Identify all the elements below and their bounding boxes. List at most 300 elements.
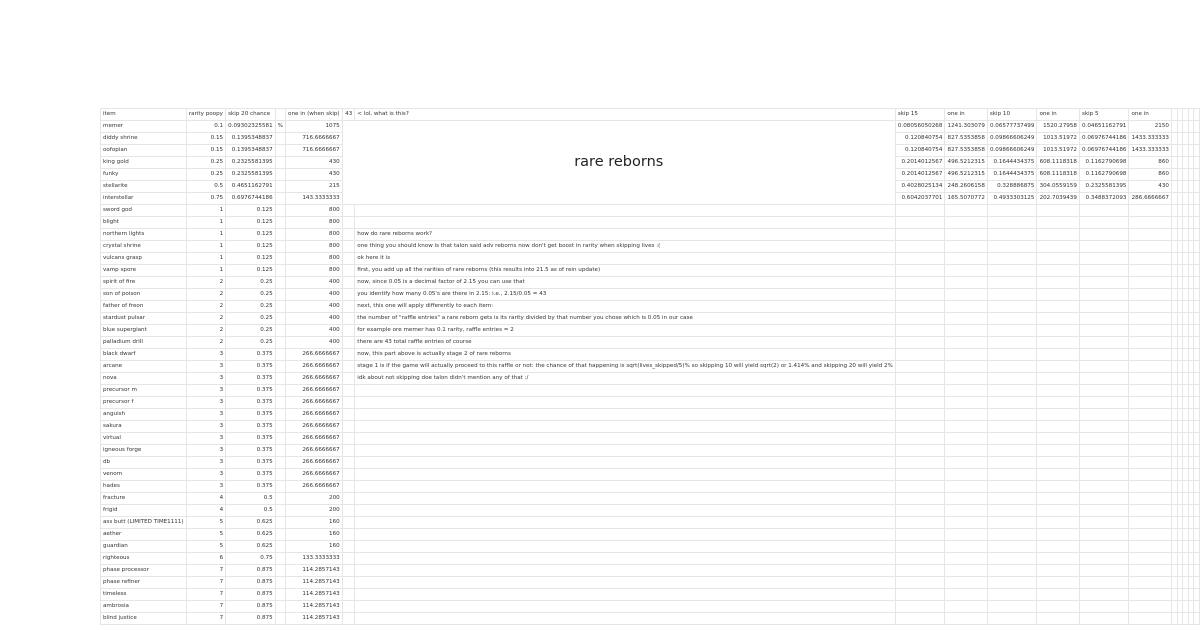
empty-cell[interactable] — [895, 469, 945, 481]
item-cell[interactable]: igneous forge — [101, 445, 187, 457]
one-in-cell[interactable]: 114.2857143 — [286, 565, 343, 577]
one-in-10-cell[interactable]: 608.1118318 — [1037, 157, 1080, 169]
empty-cell[interactable] — [1194, 253, 1200, 265]
rarity-cell[interactable]: 3 — [186, 421, 225, 433]
one-in-5-cell[interactable]: 1433.333333 — [1129, 133, 1172, 145]
empty-cell[interactable] — [987, 601, 1037, 613]
one-in-15-cell[interactable]: 165.5070772 — [945, 193, 988, 205]
empty-cell[interactable] — [1129, 577, 1172, 589]
item-cell[interactable]: funky — [101, 169, 187, 181]
empty-cell[interactable] — [1037, 265, 1080, 277]
empty-cell[interactable] — [342, 205, 355, 217]
empty-cell[interactable] — [1194, 325, 1200, 337]
one-in-5-cell[interactable]: 860 — [1129, 169, 1172, 181]
header-cell[interactable]: skip 15 — [895, 109, 945, 121]
empty-cell[interactable] — [945, 553, 988, 565]
rarity-cell[interactable]: 3 — [186, 469, 225, 481]
empty-cell[interactable] — [275, 517, 285, 529]
empty-cell[interactable] — [1194, 361, 1200, 373]
header-cell[interactable]: one in — [1037, 109, 1080, 121]
rarity-cell[interactable]: 4 — [186, 493, 225, 505]
note-cell[interactable] — [355, 589, 896, 601]
one-in-10-cell[interactable]: 202.7039439 — [1037, 193, 1080, 205]
skip15-cell[interactable]: 0.2014012567 — [895, 157, 945, 169]
empty-cell[interactable] — [987, 505, 1037, 517]
note-cell[interactable] — [355, 409, 896, 421]
empty-cell[interactable] — [1129, 313, 1172, 325]
skip20-cell[interactable]: 0.375 — [226, 349, 276, 361]
empty-cell[interactable] — [342, 589, 355, 601]
item-cell[interactable]: diddy shrine — [101, 133, 187, 145]
note-cell[interactable] — [355, 349, 896, 361]
skip15-cell[interactable]: 0.08056050268 — [895, 121, 945, 133]
empty-cell[interactable] — [1079, 589, 1129, 601]
empty-cell[interactable] — [895, 553, 945, 565]
empty-cell[interactable] — [342, 313, 355, 325]
empty-cell[interactable] — [1037, 397, 1080, 409]
rarity-cell[interactable]: 2 — [186, 313, 225, 325]
empty-cell[interactable] — [1037, 433, 1080, 445]
empty-cell[interactable] — [1079, 577, 1129, 589]
empty-cell[interactable] — [1079, 469, 1129, 481]
one-in-cell[interactable]: 266.6666667 — [286, 469, 343, 481]
skip15-cell[interactable]: 0.6042037701 — [895, 193, 945, 205]
empty-cell[interactable] — [275, 433, 285, 445]
empty-cell[interactable] — [987, 277, 1037, 289]
empty-cell[interactable] — [987, 289, 1037, 301]
skip20-cell[interactable]: 0.625 — [226, 529, 276, 541]
empty-cell[interactable] — [1079, 409, 1129, 421]
one-in-10-cell[interactable]: 608.1118318 — [1037, 169, 1080, 181]
empty-cell[interactable] — [945, 373, 988, 385]
item-cell[interactable]: oofopian — [101, 145, 187, 157]
empty-cell[interactable] — [275, 505, 285, 517]
empty-cell[interactable] — [1194, 445, 1200, 457]
empty-cell[interactable] — [1129, 229, 1172, 241]
skip20-cell[interactable]: 0.625 — [226, 517, 276, 529]
rarity-cell[interactable]: 7 — [186, 601, 225, 613]
empty-cell[interactable] — [987, 409, 1037, 421]
skip5-cell[interactable]: 0.2325581395 — [1079, 181, 1129, 193]
empty-cell[interactable] — [1194, 277, 1200, 289]
empty-cell[interactable] — [895, 613, 945, 625]
note-cell[interactable] — [355, 301, 896, 313]
one-in-cell[interactable]: 114.2857143 — [286, 601, 343, 613]
empty-cell[interactable] — [945, 529, 988, 541]
empty-cell[interactable] — [895, 265, 945, 277]
empty-cell[interactable] — [1079, 361, 1129, 373]
one-in-15-cell[interactable]: 827.5353858 — [945, 145, 988, 157]
empty-cell[interactable] — [275, 421, 285, 433]
one-in-cell[interactable]: 430 — [286, 169, 343, 181]
empty-cell[interactable] — [1129, 433, 1172, 445]
one-in-cell[interactable]: 114.2857143 — [286, 589, 343, 601]
empty-cell[interactable] — [987, 397, 1037, 409]
one-in-cell[interactable]: 266.6666667 — [286, 349, 343, 361]
empty-cell[interactable] — [945, 289, 988, 301]
skip20-cell[interactable]: 0.25 — [226, 289, 276, 301]
empty-cell[interactable] — [945, 397, 988, 409]
skip20-cell[interactable]: 0.6976744186 — [226, 193, 276, 205]
empty-cell[interactable] — [1037, 613, 1080, 625]
empty-cell[interactable] — [1079, 301, 1129, 313]
empty-cell[interactable] — [1194, 301, 1200, 313]
empty-cell[interactable] — [1037, 217, 1080, 229]
rarity-cell[interactable]: 0.75 — [186, 193, 225, 205]
item-cell[interactable]: son of poison — [101, 289, 187, 301]
empty-cell[interactable] — [1079, 421, 1129, 433]
empty-cell[interactable] — [1129, 385, 1172, 397]
header-cell[interactable]: skip 20 chance — [226, 109, 276, 121]
empty-cell[interactable] — [275, 349, 285, 361]
empty-cell[interactable] — [987, 445, 1037, 457]
skip20-cell[interactable]: 0.375 — [226, 433, 276, 445]
empty-cell[interactable] — [987, 457, 1037, 469]
item-cell[interactable]: blue supergiant — [101, 325, 187, 337]
empty-cell[interactable] — [1194, 157, 1200, 169]
one-in-cell[interactable]: 400 — [286, 337, 343, 349]
one-in-cell[interactable]: 114.2857143 — [286, 577, 343, 589]
empty-cell[interactable] — [275, 217, 285, 229]
empty-cell[interactable] — [945, 337, 988, 349]
empty-cell[interactable] — [895, 493, 945, 505]
empty-cell[interactable] — [945, 409, 988, 421]
percent-cell[interactable] — [275, 157, 285, 169]
one-in-cell[interactable]: 800 — [286, 217, 343, 229]
empty-cell[interactable] — [987, 517, 1037, 529]
empty-cell[interactable] — [1129, 541, 1172, 553]
empty-cell[interactable] — [987, 301, 1037, 313]
empty-cell[interactable] — [275, 577, 285, 589]
rarity-cell[interactable]: 3 — [186, 361, 225, 373]
rarity-cell[interactable]: 1 — [186, 229, 225, 241]
header-cell[interactable] — [275, 109, 285, 121]
empty-cell[interactable] — [895, 445, 945, 457]
empty-cell[interactable] — [275, 277, 285, 289]
empty-cell[interactable] — [1194, 457, 1200, 469]
note-cell[interactable] — [355, 433, 896, 445]
percent-cell[interactable] — [275, 181, 285, 193]
one-in-cell[interactable]: 160 — [286, 541, 343, 553]
empty-cell[interactable] — [945, 493, 988, 505]
empty-cell[interactable] — [1194, 349, 1200, 361]
empty-cell[interactable] — [275, 205, 285, 217]
empty-cell[interactable] — [1037, 457, 1080, 469]
one-in-cell[interactable]: 133.3333333 — [286, 553, 343, 565]
empty-cell[interactable] — [342, 289, 355, 301]
empty-cell[interactable] — [1079, 313, 1129, 325]
empty-cell[interactable] — [342, 457, 355, 469]
empty-cell[interactable] — [1079, 601, 1129, 613]
empty-cell[interactable] — [1079, 253, 1129, 265]
empty-cell[interactable] — [275, 541, 285, 553]
empty-cell[interactable] — [1079, 229, 1129, 241]
skip5-cell[interactable]: 0.06976744186 — [1079, 145, 1129, 157]
empty-cell[interactable] — [275, 325, 285, 337]
empty-cell[interactable] — [342, 253, 355, 265]
empty-cell[interactable] — [1129, 481, 1172, 493]
empty-cell[interactable] — [1194, 121, 1200, 133]
empty-cell[interactable] — [895, 361, 945, 373]
empty-cell[interactable] — [945, 325, 988, 337]
item-cell[interactable]: precursor f — [101, 397, 187, 409]
note-cell[interactable] — [355, 325, 896, 337]
empty-cell[interactable] — [1129, 241, 1172, 253]
empty-cell[interactable] — [275, 481, 285, 493]
empty-cell[interactable] — [987, 421, 1037, 433]
one-in-cell[interactable]: 266.6666667 — [286, 421, 343, 433]
one-in-15-cell[interactable]: 827.5353858 — [945, 133, 988, 145]
empty-cell[interactable] — [1079, 277, 1129, 289]
skip5-cell[interactable]: 0.1162790698 — [1079, 169, 1129, 181]
empty-cell[interactable] — [895, 373, 945, 385]
empty-cell[interactable] — [1129, 445, 1172, 457]
empty-cell[interactable] — [275, 613, 285, 625]
empty-cell[interactable] — [1194, 409, 1200, 421]
item-cell[interactable]: palladium drill — [101, 337, 187, 349]
one-in-5-cell[interactable]: 430 — [1129, 181, 1172, 193]
empty-cell[interactable] — [1079, 493, 1129, 505]
header-cell[interactable]: 43 — [342, 109, 355, 121]
empty-cell[interactable] — [1037, 325, 1080, 337]
one-in-15-cell[interactable]: 496.5212315 — [945, 169, 988, 181]
one-in-cell[interactable]: 400 — [286, 301, 343, 313]
skip20-cell[interactable]: 0.375 — [226, 445, 276, 457]
item-cell[interactable]: king gold — [101, 157, 187, 169]
empty-cell[interactable] — [987, 613, 1037, 625]
empty-cell[interactable] — [1079, 457, 1129, 469]
note-cell[interactable] — [355, 265, 896, 277]
empty-cell[interactable] — [945, 613, 988, 625]
note-cell[interactable] — [355, 241, 896, 253]
empty-cell[interactable] — [987, 241, 1037, 253]
item-cell[interactable]: venom — [101, 469, 187, 481]
empty-cell[interactable] — [1194, 577, 1200, 589]
empty-cell[interactable] — [1037, 385, 1080, 397]
empty-cell[interactable] — [1079, 325, 1129, 337]
skip20-cell[interactable]: 0.2325581395 — [226, 169, 276, 181]
one-in-cell[interactable]: 160 — [286, 517, 343, 529]
empty-cell[interactable] — [945, 241, 988, 253]
empty-cell[interactable] — [1129, 493, 1172, 505]
empty-cell[interactable] — [1037, 505, 1080, 517]
skip20-cell[interactable]: 0.125 — [226, 217, 276, 229]
empty-cell[interactable] — [275, 589, 285, 601]
empty-cell[interactable] — [895, 301, 945, 313]
empty-cell[interactable] — [1037, 589, 1080, 601]
item-cell[interactable]: phase refiner — [101, 577, 187, 589]
header-cell[interactable]: item — [101, 109, 187, 121]
skip5-cell[interactable]: 0.06976744186 — [1079, 133, 1129, 145]
empty-cell[interactable] — [987, 565, 1037, 577]
empty-cell[interactable] — [342, 505, 355, 517]
skip20-cell[interactable]: 0.375 — [226, 361, 276, 373]
skip10-cell[interactable]: 0.06577737499 — [987, 121, 1037, 133]
empty-cell[interactable] — [1079, 553, 1129, 565]
empty-cell[interactable] — [895, 457, 945, 469]
one-in-5-cell[interactable]: 860 — [1129, 157, 1172, 169]
empty-cell[interactable] — [945, 421, 988, 433]
empty-cell[interactable] — [945, 205, 988, 217]
empty-cell[interactable] — [987, 205, 1037, 217]
note-cell[interactable] — [355, 493, 896, 505]
empty-cell[interactable] — [275, 313, 285, 325]
empty-cell[interactable] — [945, 301, 988, 313]
one-in-cell[interactable]: 114.2857143 — [286, 613, 343, 625]
empty-cell[interactable] — [1129, 601, 1172, 613]
empty-cell[interactable] — [1129, 421, 1172, 433]
rarity-cell[interactable]: 3 — [186, 433, 225, 445]
rarity-cell[interactable]: 7 — [186, 577, 225, 589]
one-in-cell[interactable]: 266.6666667 — [286, 481, 343, 493]
empty-cell[interactable] — [895, 541, 945, 553]
one-in-cell[interactable]: 215 — [286, 181, 343, 193]
header-cell[interactable]: skip 5 — [1079, 109, 1129, 121]
skip20-cell[interactable]: 0.625 — [226, 541, 276, 553]
empty-cell[interactable] — [1194, 397, 1200, 409]
empty-cell[interactable] — [1129, 457, 1172, 469]
skip15-cell[interactable]: 0.2014012567 — [895, 169, 945, 181]
empty-cell[interactable] — [342, 385, 355, 397]
empty-cell[interactable] — [342, 613, 355, 625]
empty-cell[interactable] — [1129, 373, 1172, 385]
item-cell[interactable]: father of freon — [101, 301, 187, 313]
empty-cell[interactable] — [342, 541, 355, 553]
empty-cell[interactable] — [1129, 205, 1172, 217]
item-cell[interactable]: ambrosia — [101, 601, 187, 613]
skip20-cell[interactable]: 0.875 — [226, 601, 276, 613]
rarity-cell[interactable]: 1 — [186, 253, 225, 265]
empty-cell[interactable] — [342, 277, 355, 289]
empty-cell[interactable] — [275, 445, 285, 457]
header-cell[interactable]: rarity poopy — [186, 109, 225, 121]
skip20-cell[interactable]: 0.125 — [226, 241, 276, 253]
item-cell[interactable]: vamp spore — [101, 265, 187, 277]
empty-cell[interactable] — [1037, 493, 1080, 505]
one-in-cell[interactable]: 266.6666667 — [286, 361, 343, 373]
skip20-cell[interactable]: 0.25 — [226, 337, 276, 349]
empty-cell[interactable] — [1129, 217, 1172, 229]
empty-cell[interactable] — [1129, 505, 1172, 517]
empty-cell[interactable] — [1194, 433, 1200, 445]
skip20-cell[interactable]: 0.125 — [226, 265, 276, 277]
empty-cell[interactable] — [1079, 565, 1129, 577]
skip20-cell[interactable]: 0.125 — [226, 229, 276, 241]
empty-cell[interactable] — [1079, 397, 1129, 409]
empty-cell[interactable] — [945, 217, 988, 229]
rarity-cell[interactable]: 3 — [186, 445, 225, 457]
item-cell[interactable]: sword god — [101, 205, 187, 217]
empty-cell[interactable] — [275, 241, 285, 253]
skip20-cell[interactable]: 0.4651162791 — [226, 181, 276, 193]
empty-cell[interactable] — [945, 361, 988, 373]
one-in-cell[interactable]: 143.3333333 — [286, 193, 343, 205]
empty-cell[interactable] — [987, 229, 1037, 241]
rarity-cell[interactable]: 0.25 — [186, 169, 225, 181]
empty-cell[interactable] — [1037, 253, 1080, 265]
empty-cell[interactable] — [987, 337, 1037, 349]
empty-cell[interactable] — [342, 469, 355, 481]
empty-cell[interactable] — [1037, 541, 1080, 553]
empty-cell[interactable] — [1079, 373, 1129, 385]
empty-cell[interactable] — [1194, 229, 1200, 241]
item-cell[interactable]: db — [101, 457, 187, 469]
skip20-cell[interactable]: 0.375 — [226, 373, 276, 385]
note-cell[interactable] — [355, 541, 896, 553]
empty-cell[interactable] — [945, 517, 988, 529]
empty-cell[interactable] — [275, 253, 285, 265]
skip5-cell[interactable]: 0.3488372093 — [1079, 193, 1129, 205]
skip20-cell[interactable]: 0.25 — [226, 325, 276, 337]
header-cell[interactable]: one in — [945, 109, 988, 121]
rarity-cell[interactable]: 4 — [186, 505, 225, 517]
percent-cell[interactable] — [275, 193, 285, 205]
note-cell[interactable] — [355, 481, 896, 493]
empty-cell[interactable] — [987, 253, 1037, 265]
rarity-cell[interactable]: 0.5 — [186, 181, 225, 193]
header-cell[interactable]: < lol, what is this? — [355, 109, 896, 121]
rarity-cell[interactable]: 7 — [186, 589, 225, 601]
rarity-cell[interactable]: 6 — [186, 553, 225, 565]
empty-cell[interactable] — [1079, 517, 1129, 529]
rarity-cell[interactable]: 2 — [186, 289, 225, 301]
one-in-cell[interactable]: 400 — [286, 313, 343, 325]
empty-cell[interactable] — [895, 409, 945, 421]
empty-cell[interactable] — [987, 469, 1037, 481]
skip20-cell[interactable]: 0.875 — [226, 577, 276, 589]
note-cell[interactable] — [355, 445, 896, 457]
empty-cell[interactable] — [275, 565, 285, 577]
skip15-cell[interactable]: 0.4028025134 — [895, 181, 945, 193]
rarity-cell[interactable]: 3 — [186, 385, 225, 397]
rarity-cell[interactable]: 3 — [186, 349, 225, 361]
empty-cell[interactable] — [1037, 289, 1080, 301]
empty-cell[interactable] — [342, 565, 355, 577]
empty-cell[interactable] — [1129, 553, 1172, 565]
empty-cell[interactable] — [1037, 577, 1080, 589]
one-in-cell[interactable]: 400 — [286, 325, 343, 337]
empty-cell[interactable] — [895, 349, 945, 361]
empty-cell[interactable] — [895, 205, 945, 217]
rarity-cell[interactable]: 3 — [186, 457, 225, 469]
note-cell[interactable] — [355, 253, 896, 265]
skip20-cell[interactable]: 0.5 — [226, 505, 276, 517]
rare-reborns-label[interactable]: rare reborns — [342, 121, 895, 205]
one-in-5-cell[interactable]: 286.6666667 — [1129, 193, 1172, 205]
empty-cell[interactable] — [1037, 517, 1080, 529]
skip20-cell[interactable]: 0.375 — [226, 457, 276, 469]
item-cell[interactable]: timeless — [101, 589, 187, 601]
empty-cell[interactable] — [895, 481, 945, 493]
empty-cell[interactable] — [1079, 241, 1129, 253]
note-cell[interactable] — [355, 529, 896, 541]
empty-cell[interactable] — [1194, 373, 1200, 385]
item-cell[interactable]: stellarite — [101, 181, 187, 193]
one-in-cell[interactable]: 266.6666667 — [286, 457, 343, 469]
one-in-cell[interactable]: 800 — [286, 229, 343, 241]
empty-cell[interactable] — [1194, 337, 1200, 349]
empty-cell[interactable] — [987, 217, 1037, 229]
empty-cell[interactable] — [1129, 325, 1172, 337]
empty-cell[interactable] — [895, 601, 945, 613]
empty-cell[interactable] — [342, 481, 355, 493]
skip5-cell[interactable]: 0.04651162791 — [1079, 121, 1129, 133]
one-in-cell[interactable]: 266.6666667 — [286, 373, 343, 385]
rarity-cell[interactable]: 1 — [186, 265, 225, 277]
skip15-cell[interactable]: 0.120840754 — [895, 145, 945, 157]
empty-cell[interactable] — [275, 289, 285, 301]
one-in-cell[interactable]: 266.6666667 — [286, 445, 343, 457]
